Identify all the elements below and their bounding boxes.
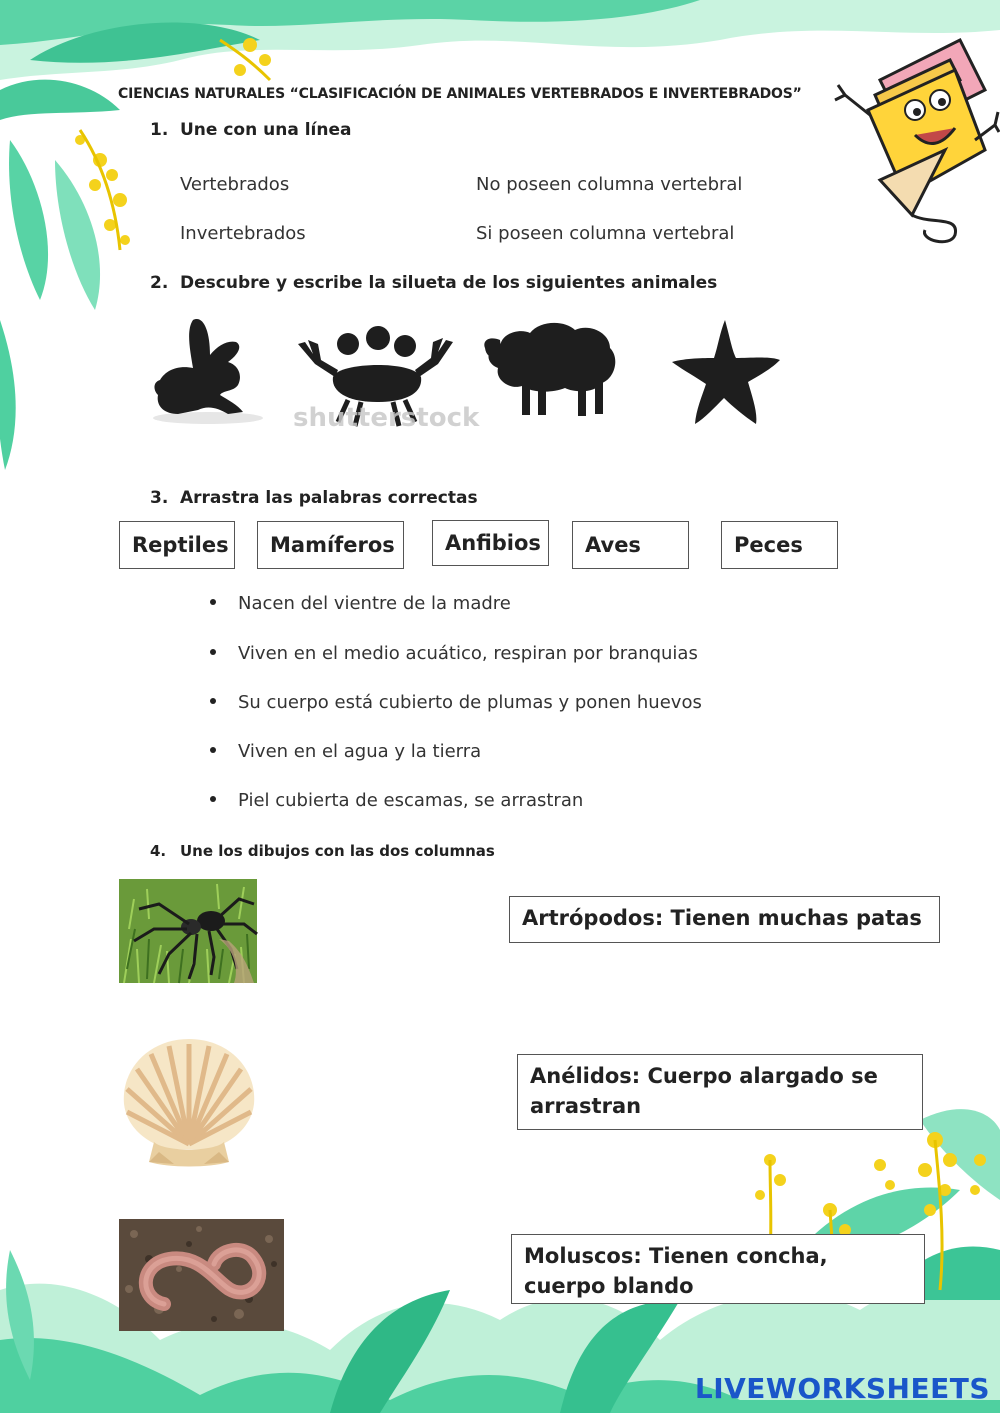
pencil-mascot-icon [835, 40, 999, 242]
word-aves[interactable]: Aves [572, 521, 689, 569]
q1-left-item[interactable]: Vertebrados [180, 174, 290, 195]
q1-right-item[interactable]: Si poseen columna vertebral [476, 223, 735, 244]
bullet-icon [210, 698, 216, 704]
brand-text: LIVEWORKSHEETS [694, 1372, 990, 1405]
stock-watermark: shutterstock [293, 403, 480, 433]
bullet-icon [210, 747, 216, 753]
bullet-icon [210, 796, 216, 802]
statement-text: Viven en el medio acuático, respiran por branquias [238, 643, 698, 664]
definition-artropodos[interactable]: Artrópodos: Tienen muchas patas [509, 896, 940, 943]
q3-heading-text: Arrastra las palabras correctas [180, 488, 478, 508]
word-anfibios[interactable]: Anfibios [432, 520, 549, 566]
q1-heading [150, 120, 352, 140]
earthworm-photo[interactable] [119, 1219, 284, 1331]
q1-number: 1. [150, 120, 169, 140]
q4-heading-text: Une los dibujos con las dos columnas [180, 842, 495, 860]
rabbit-silhouette-icon [148, 310, 268, 430]
q4-number: 4. [150, 842, 167, 860]
bullet-icon [210, 649, 216, 655]
statement-item[interactable] [210, 741, 481, 762]
statement-item[interactable] [210, 643, 698, 664]
statement-text: Nacen del vientre de la madre [238, 593, 511, 614]
word-reptiles[interactable]: Reptiles [119, 521, 235, 569]
word-peces[interactable]: Peces [721, 521, 838, 569]
q2-heading-text: Descubre y escribe la silueta de los siguientes animales [180, 273, 718, 293]
statement-item[interactable] [210, 790, 583, 811]
definition-moluscos[interactable]: Moluscos: Tienen concha, cuerpo blando [511, 1234, 925, 1304]
statement-text: Su cuerpo está cubierto de plumas y ponen huevos [238, 692, 702, 713]
q3-number: 3. [150, 488, 169, 508]
q1-right-item[interactable]: No poseen columna vertebral [476, 174, 743, 195]
definition-anelidos[interactable]: Anélidos: Cuerpo alargado se arrastran [517, 1054, 923, 1130]
crab-silhouette-icon [293, 322, 480, 433]
sheep-silhouette-icon [480, 318, 620, 418]
statement-text: Piel cubierta de escamas, se arrastran [238, 790, 584, 811]
worksheet-title: CIENCIAS NATURALES “CLASIFICACIÓN DE ANIMALES VERTEBRADOS E INVERTEBRADOS” [118, 86, 802, 102]
statement-item[interactable] [210, 593, 511, 614]
statement-text: Viven en el agua y la tierra [238, 741, 482, 762]
spider-photo[interactable] [119, 879, 257, 983]
q2-heading [150, 273, 717, 293]
statement-item[interactable] [210, 692, 702, 713]
liveworksheets-logo [695, 1372, 990, 1405]
seashell-photo[interactable] [119, 1034, 259, 1169]
q4-heading [150, 842, 495, 860]
q1-heading-text: Une con una línea [180, 120, 352, 140]
bullet-icon [210, 599, 216, 605]
starfish-silhouette-icon [670, 318, 782, 428]
q3-heading [150, 488, 478, 508]
q1-left-item[interactable]: Invertebrados [180, 223, 306, 244]
word-mamiferos[interactable]: Mamíferos [257, 521, 404, 569]
q2-number: 2. [150, 273, 169, 293]
